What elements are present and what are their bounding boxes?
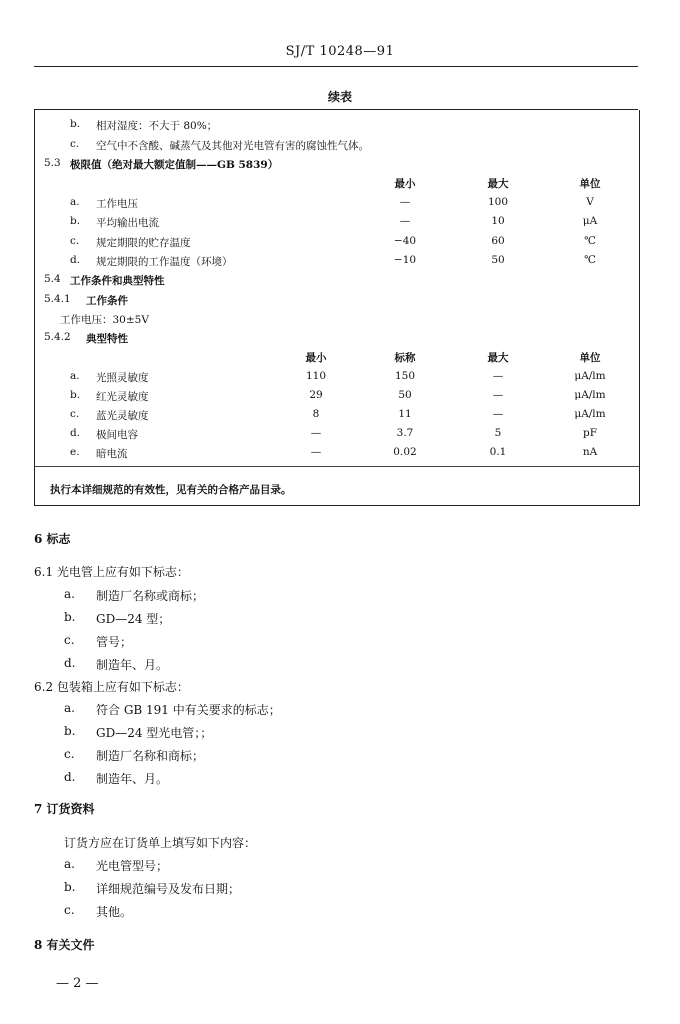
row-nominal: 11	[398, 408, 412, 420]
list-mark: b.	[64, 724, 76, 738]
row-unit: pF	[582, 427, 598, 439]
row-mark: c.	[70, 235, 80, 247]
working-voltage-line	[0, 312, 680, 330]
row-name: 红光灵敏度	[96, 391, 149, 403]
row-mark: a.	[70, 370, 80, 382]
list-text: 制造年、月。	[96, 658, 169, 672]
validity-note-line	[0, 482, 680, 500]
section-7-heading: 7 订货资料	[34, 802, 95, 816]
row-nominal: 150	[394, 370, 416, 382]
row-mark: d.	[70, 427, 81, 439]
col-nominal: 标称	[394, 352, 416, 364]
list-mark: c.	[64, 633, 75, 647]
page-number: — 2 —	[56, 976, 99, 991]
row-max: 10	[491, 215, 505, 227]
list-text: 管号；	[96, 635, 133, 649]
list-text: 制造年、月。	[96, 772, 169, 786]
section-6-1-title: 6.1 光电管上应有如下标志：	[34, 565, 189, 579]
section-8-heading: 8 有关文件	[34, 938, 95, 952]
section-title: 典型特性	[86, 333, 128, 345]
table-row	[0, 254, 680, 272]
row-mark: a.	[70, 196, 80, 208]
section-5-3-title	[0, 157, 680, 175]
row-nominal: 3.7	[396, 427, 414, 439]
row-unit: ℃	[584, 254, 596, 266]
row-max: —	[492, 370, 504, 382]
row-name: 规定期限的工作温度（环境）	[96, 256, 233, 268]
section-number: 5.3	[44, 157, 61, 169]
limit-table-header	[0, 176, 680, 194]
row-min: —	[310, 446, 322, 458]
table-row	[0, 427, 680, 445]
row-unit: μA/lm	[574, 370, 606, 382]
row-max: 60	[491, 235, 505, 247]
section-5-4-2-title	[0, 331, 680, 349]
table-row	[0, 446, 680, 464]
section-title: 极限值（绝对最大额定值制——GB 5839）	[70, 159, 279, 171]
list-text: 其他。	[96, 905, 133, 919]
section-6-heading: 6 标志	[34, 532, 71, 546]
table-row	[0, 196, 680, 214]
col-max: 最大	[487, 178, 509, 190]
working-voltage-text: 工作电压：30±5V	[60, 314, 149, 326]
list-mark: a.	[64, 587, 75, 601]
row-max: 50	[491, 254, 505, 266]
row-min: −10	[393, 254, 417, 266]
section-6-2-title: 6.2 包装箱上应有如下标志：	[34, 680, 189, 694]
row-nominal: 0.02	[393, 446, 417, 458]
row-unit: μA	[582, 215, 598, 227]
row-min: 8	[312, 408, 320, 420]
box-note-separator	[35, 466, 639, 467]
row-max: 0.1	[489, 446, 507, 458]
row-unit: V	[586, 196, 594, 208]
list-text: 空气中不含酸、碱蒸气及其他对光电管有害的腐蚀性气体。	[96, 140, 369, 152]
row-name: 蓝光灵敏度	[96, 410, 149, 422]
row-name: 工作电压	[96, 198, 138, 210]
row-min: —	[310, 427, 322, 439]
table-row	[0, 389, 680, 407]
list-mark: b.	[64, 880, 76, 894]
table-row	[0, 215, 680, 233]
section-number: 5.4	[44, 273, 61, 285]
typical-table-header	[0, 350, 680, 368]
row-max: —	[492, 408, 504, 420]
col-max: 最大	[487, 352, 509, 364]
row-mark: b.	[70, 389, 81, 401]
list-text: GD—24 型光电管；；	[96, 726, 213, 740]
row-unit: μA/lm	[574, 408, 606, 420]
row-nominal: 50	[398, 389, 412, 401]
row-mark: e.	[70, 446, 80, 458]
row-min: −40	[393, 235, 417, 247]
col-unit: 单位	[579, 178, 601, 190]
list-mark: d.	[64, 656, 76, 670]
list-mark: a.	[64, 857, 75, 871]
row-mark: d.	[70, 254, 81, 266]
list-text: GD—24 型；	[96, 612, 171, 626]
section-title: 工作条件	[86, 295, 128, 307]
section-5-4-title	[0, 273, 680, 291]
row-name: 规定期限的贮存温度	[96, 237, 191, 249]
list-text: 制造厂名称和商标；	[96, 749, 205, 763]
col-min: 最小	[394, 178, 416, 190]
row-name: 极间电容	[96, 429, 138, 441]
row-unit: ℃	[584, 235, 596, 247]
env-gas-line	[0, 138, 680, 156]
table-row	[0, 235, 680, 253]
validity-note: 执行本详细规范的有效性，见有关的合格产品目录。	[50, 484, 292, 496]
row-name: 平均输出电流	[96, 217, 159, 229]
list-mark: c.	[64, 903, 75, 917]
list-text: 相对湿度：不大于 80%；	[96, 120, 218, 132]
env-humidity-line	[0, 118, 680, 136]
list-mark: b.	[70, 118, 81, 130]
col-unit: 单位	[579, 352, 601, 364]
row-min: —	[399, 215, 411, 227]
row-unit: nA	[582, 446, 598, 458]
row-min: —	[399, 196, 411, 208]
list-text: 光电管型号；	[96, 859, 169, 873]
table-row	[0, 408, 680, 426]
row-min: 110	[305, 370, 327, 382]
row-max: 100	[487, 196, 509, 208]
order-intro: 订货方应在订货单上填写如下内容：	[64, 836, 257, 850]
list-text: 制造厂名称或商标；	[96, 589, 205, 603]
section-number: 5.4.2	[44, 331, 71, 343]
list-text: 详细规范编号及发布日期；	[96, 882, 241, 896]
row-mark: c.	[70, 408, 80, 420]
row-max: —	[492, 389, 504, 401]
list-text: 符合 GB 191 中有关要求的标志；	[96, 703, 281, 717]
header-rule	[34, 66, 638, 67]
list-mark: b.	[64, 610, 76, 624]
row-name: 光照灵敏度	[96, 372, 149, 384]
table-row	[0, 370, 680, 388]
continued-label: 续表	[327, 90, 352, 104]
list-mark: c.	[70, 138, 80, 150]
row-mark: b.	[70, 215, 81, 227]
list-mark: d.	[64, 770, 76, 784]
col-min: 最小	[305, 352, 327, 364]
list-mark: c.	[64, 747, 75, 761]
section-title: 工作条件和典型特性	[70, 275, 165, 287]
document-header: SJ/T 10248—91	[285, 44, 395, 59]
row-max: 5	[494, 427, 502, 439]
section-5-4-1-title	[0, 293, 680, 311]
row-name: 暗电流	[96, 448, 128, 460]
section-number: 5.4.1	[44, 293, 71, 305]
row-unit: μA/lm	[574, 389, 606, 401]
row-min: 29	[309, 389, 323, 401]
list-mark: a.	[64, 701, 75, 715]
